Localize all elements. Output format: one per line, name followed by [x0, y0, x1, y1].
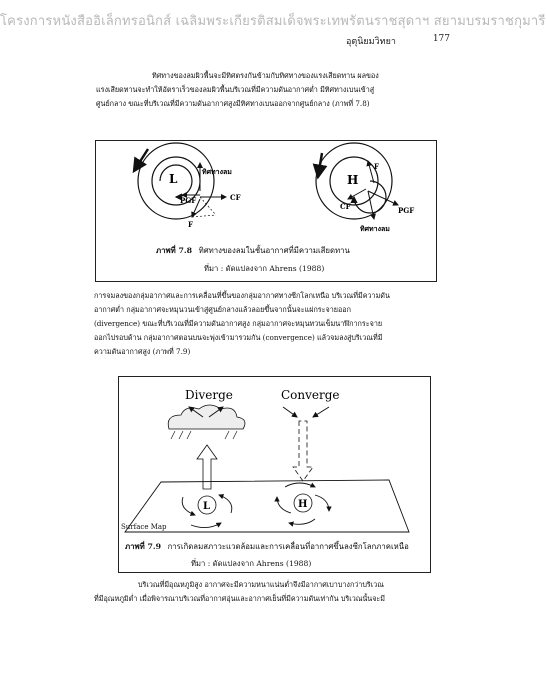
page-number: 177	[432, 34, 450, 44]
figure-7-8-source: ที่มา : ดัดแปลงจาก Ahrens (1988)	[204, 264, 325, 273]
high-label: H	[347, 173, 359, 187]
paragraph-2-line: ความดันอากาศสูง (ภาพที่ 7.9)	[94, 347, 191, 356]
cf-label-left: CF	[230, 193, 241, 202]
f-label-left: F	[188, 220, 193, 229]
figure-7-9-caption-text: การเกิดลมสภาวะแวดล้อมและการเคลื่อนที่อากาศขึ้นลงซีกโลกภาคเหนือ	[167, 542, 409, 551]
converge-label: Converge	[281, 388, 340, 402]
paragraph-3-line: บริเวณที่มีอุณหภูมิสูง อากาศจะมีความหนาแน่นต่ำจึงมีอากาศเบาบางกว่าบริเวณ	[138, 580, 384, 589]
surface-map-plane	[125, 480, 409, 532]
figure-7-8-caption	[156, 245, 350, 257]
f-label-right: F	[374, 162, 379, 171]
high-label-79: H	[298, 499, 308, 510]
figure-7-8	[95, 140, 437, 282]
figure-7-9	[118, 376, 431, 573]
paragraph-2-line: (divergence) ขณะที่บริเวณที่มีความดันอากาศสูง กลุ่มอากาศจะหมุนทวนเข็มนาฬิกากระจาย	[94, 319, 383, 328]
paragraph-1-line: ทิศทางของลมผิวพื้นจะมีทิศตรงกันข้ามกับทิศทางของแรงเสียดทาน ผลของ	[152, 71, 379, 80]
paragraph-3-line: ที่มีอุณหภูมิต่ำ เมื่อพิจารณาบริเวณที่อากาศอุ่นและอากาศเย็นที่มีความดันเท่ากัน บริเวณนั้นจะมี	[94, 594, 386, 603]
low-label: L	[169, 172, 178, 186]
paragraph-1-line: แรงเสียดทานจะทำให้อัตราเร็วของลมผิวพื้นบริเวณที่มีความดันอากาศต่ำ มีทิศทางเบนเข้าสู่	[96, 85, 375, 94]
figure-7-9-caption	[125, 541, 409, 553]
paragraph-3	[94, 578, 439, 606]
figure-7-9-diagram	[119, 377, 430, 535]
diverge-label: Diverge	[185, 388, 233, 402]
paragraph-2	[94, 289, 439, 359]
paragraph-1	[96, 69, 436, 111]
paragraph-1-line: ศูนย์กลาง ขณะที่บริเวณที่มีความดันอากาศสูงมีทิศทางเบนออกจากศูนย์กลาง (ภาพที่ 7.8)	[96, 99, 370, 108]
wind-direction-label-left: ทิศทางลม	[202, 167, 232, 176]
figure-7-8-diagram	[96, 141, 436, 245]
surface-map-label: Surface Map	[121, 523, 167, 531]
figure-7-9-number: ภาพที่ 7.9	[125, 542, 162, 551]
figure-7-8-number: ภาพที่ 7.8	[156, 246, 193, 255]
high-pressure-diagram	[316, 143, 414, 233]
low-pressure-diagram	[134, 143, 241, 229]
cloud-shape	[168, 405, 245, 429]
pgf-label-right: PGF	[398, 206, 415, 215]
paragraph-2-line: ออกไปรอบด้าน กลุ่มอากาศตอนบนจะพุ่งเข้ามารวมกัน (convergence) แล้วจมลงสู่บริเวณที่มี	[94, 333, 383, 342]
running-header-title: อุตุนิยมวิทยา	[346, 37, 396, 47]
pgf-label-left: PGF	[180, 196, 197, 205]
paragraph-2-line: การจมลงของกลุ่มอากาศและการเคลื่อนที่ขึ้นของกลุ่มอากาศทางซีกโลกเหนือ บริเวณที่มีความดัน	[94, 291, 390, 300]
wind-direction-label-right: ทิศทางลม	[360, 224, 390, 233]
figure-7-9-source: ที่มา : ดัดแปลงจาก Ahrens (1988)	[191, 559, 312, 568]
cf-label-right: CF	[340, 202, 351, 211]
page-watermark: โครงการหนังสืออิเล็กทรอนิกส์ เฉลิมพระเกียรติสมเด็จพระเทพรัตนราชสุดาฯ สยามบรมราชกุมารี	[0, 14, 546, 29]
paragraph-2-line: อากาศต่ำ กลุ่มอากาศจะหมุนวนเข้าสู่ศูนย์กลางแล้วลอยขึ้นจากนั้นจะแผ่กระจายออก	[94, 305, 351, 314]
low-label-79: L	[203, 501, 211, 512]
figure-7-8-caption-text: ทิศทางของลมในชั้นอากาศที่มีความเสียดทาน	[198, 246, 350, 255]
